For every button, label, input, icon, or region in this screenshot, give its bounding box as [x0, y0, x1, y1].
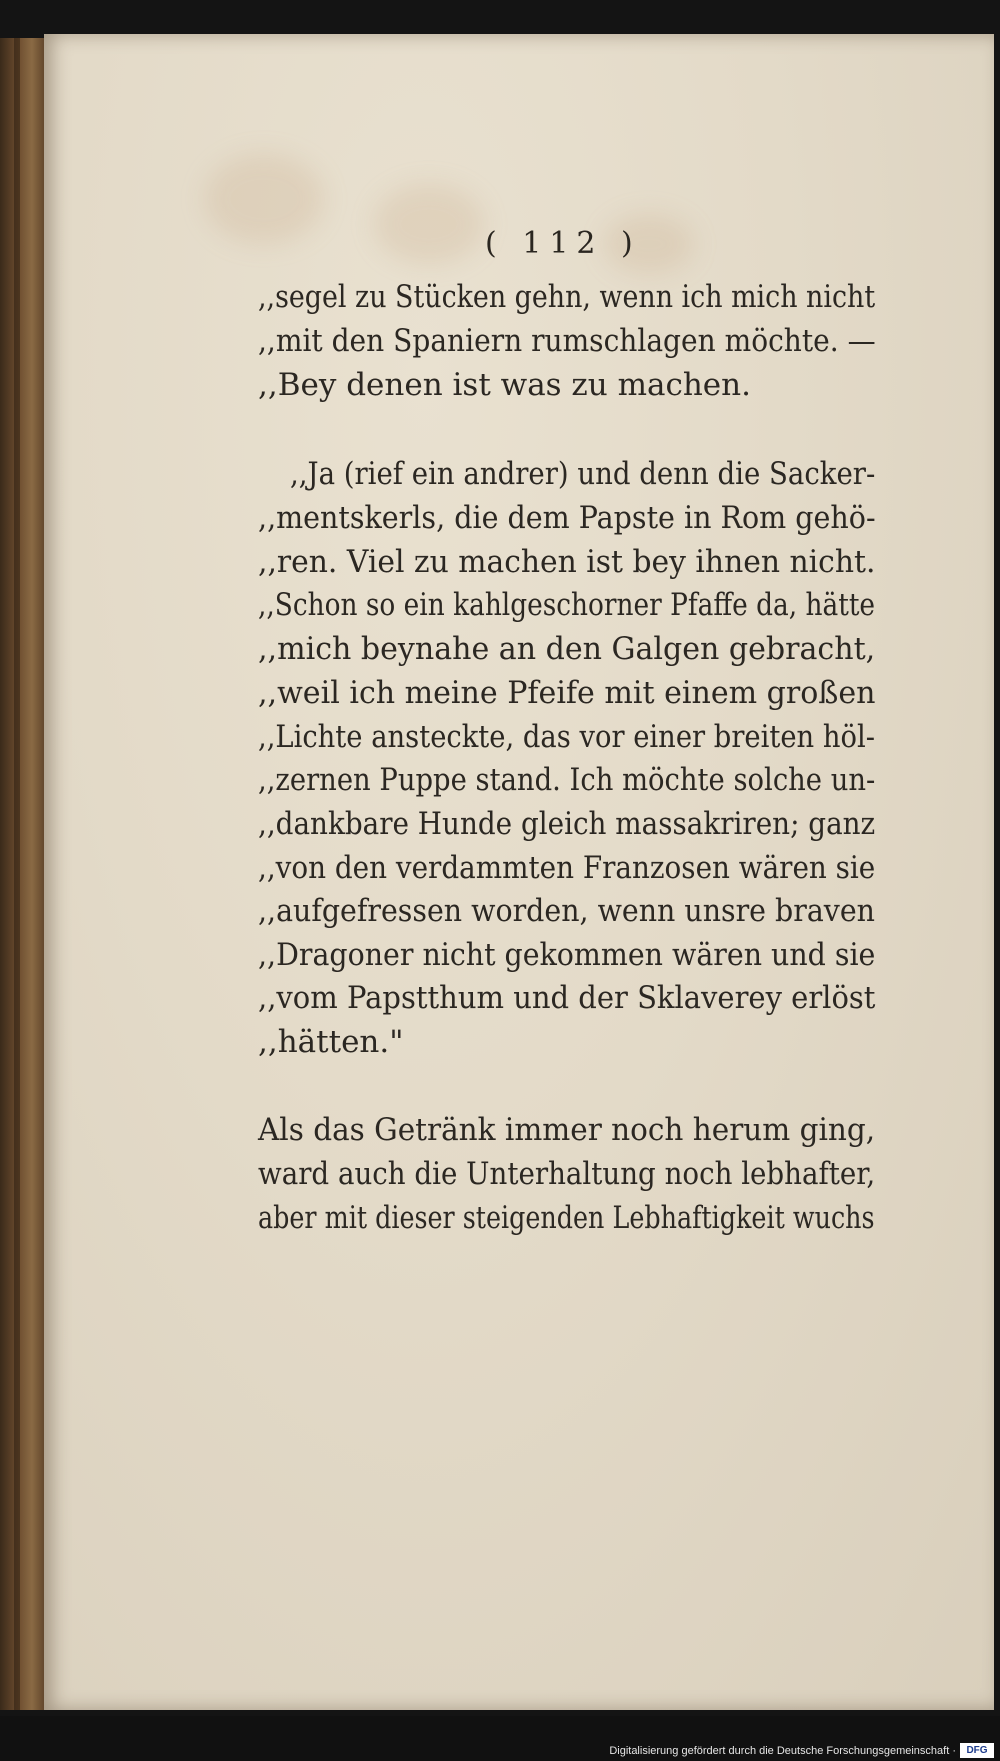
text-line: ,,segel zu Stücken gehn, wenn ich mich nicht: [258, 279, 876, 315]
text-line: ,,Lichte ansteckte, das vor einer breiten höl-: [258, 719, 876, 755]
text-line: aber mit dieser steigenden Lebhaftigkeit wuchs: [258, 1200, 875, 1236]
page-number: ( 112 ): [485, 226, 641, 261]
text-line: ward auch die Unterhaltung noch lebhafter,: [258, 1156, 876, 1192]
text-line: ,,weil ich meine Pfeife mit einem großen: [258, 675, 876, 711]
text-line: ,,ren. Viel zu machen ist bey ihnen nicht.: [258, 544, 876, 580]
digitization-credit: Digitalisierung gefördert durch die Deutsche Forschungsgemeinschaft ·: [609, 1745, 956, 1757]
paper-stain: [204, 154, 324, 244]
text-line: Als das Getränk immer noch herum ging,: [258, 1112, 876, 1148]
text-line: ,,Ja (rief ein andrer) und denn die Sacker-: [290, 456, 876, 492]
text-line: ,,vom Papstthum und der Sklaverey erlöst: [258, 980, 876, 1016]
text-line: ,,mit den Spaniern rumschlagen möchte. —: [258, 323, 876, 359]
text-line: ,,Schon so ein kahlgeschorner Pfaffe da, hätte: [258, 587, 876, 623]
text-line: ,,von den verdammten Franzosen wären sie: [258, 850, 876, 886]
paper-stain: [374, 184, 484, 264]
text-line: ,,aufgefressen worden, wenn unsre braven: [258, 893, 875, 929]
dfg-logo: DFG: [960, 1743, 994, 1758]
text-line: ,,zernen Puppe stand. Ich möchte solche un-: [258, 762, 876, 798]
text-line: ,,hätten.": [258, 1024, 404, 1060]
text-line: ,,dankbare Hunde gleich massakriren; ganz: [258, 806, 876, 842]
text-line: ,,mich beynahe an den Galgen gebracht,: [258, 631, 876, 667]
text-line: ,,mentskerls, die dem Papste in Rom gehö-: [258, 500, 876, 536]
text-line: ,,Bey denen ist was zu machen.: [258, 367, 751, 403]
text-line: ,,Dragoner nicht gekommen wären und sie: [258, 937, 876, 973]
